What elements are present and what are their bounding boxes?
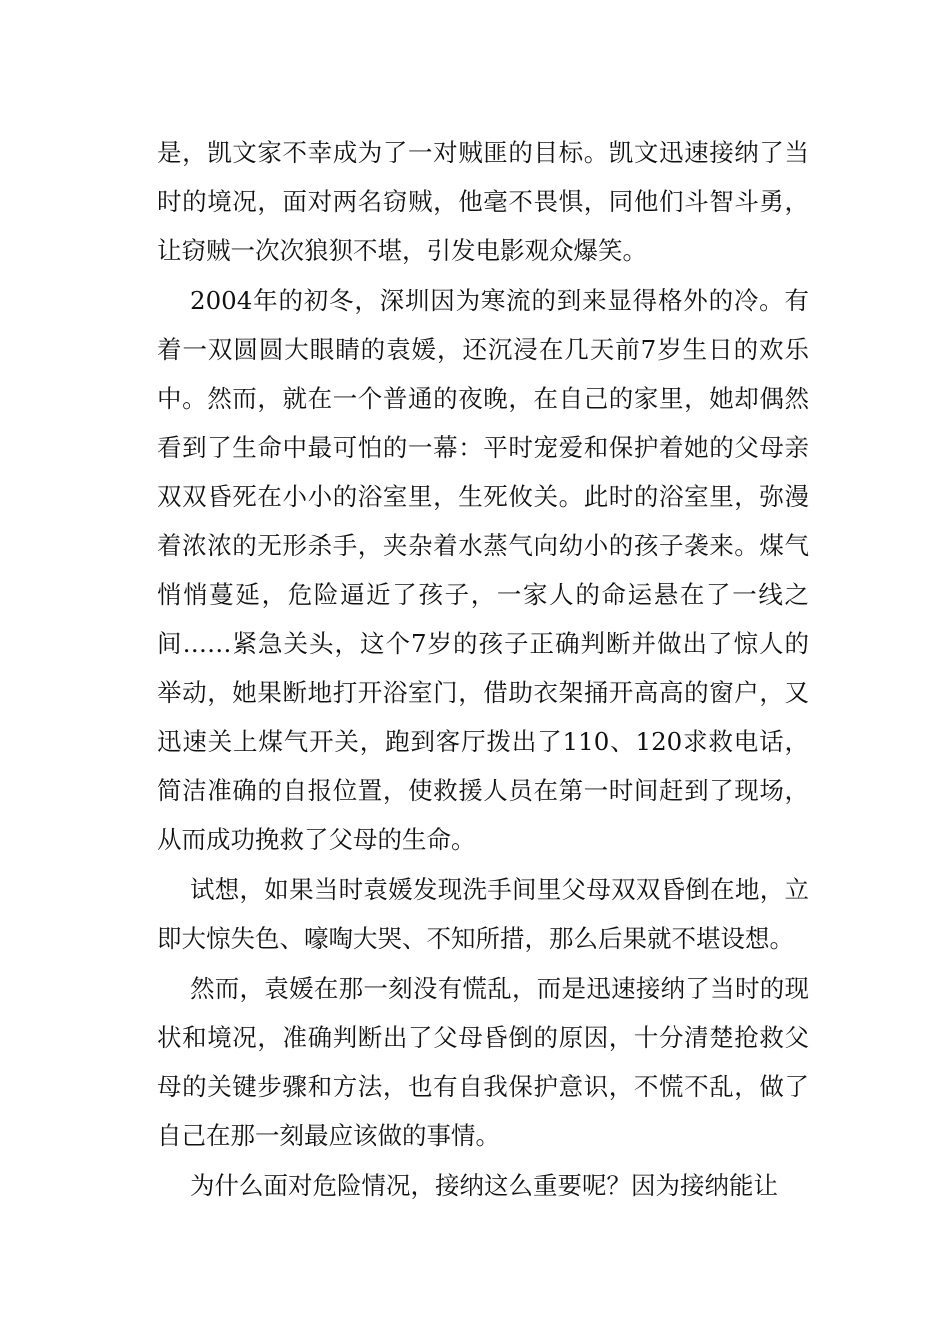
paragraph-yuanyuan-story: 2004年的初冬，深圳因为寒流的到来显得格外的冷。有着一双圆圆大眼睛的袁媛，还沉浸在几天前7岁生日的欢乐中。然而，就在一个普通的夜晚，在自己的家里，她却偶然看到了生命中最可怕的一幕：平时宠爱和保护着她的父母亲双双昏死在小小的浴室里，生死攸关。此时的浴室里，弥漫着浓浓的无形杀手，夹杂着水蒸气向幼小的孩子袭来。煤气悄悄蔓延，危险逼近了孩子，一家人的命运悬在了一线之间……紧急关头，这个7岁的孩子正确判断并做出了惊人的举动，她果断地打开浴室门，借助衣架捅开高高的窗户，又迅速关上煤气开关，跑到客厅拨出了110、120求救电话，简洁准确的自报位置，使救援人员在第一时间赶到了现场，从而成功挽救了父母的生命。	[157, 286, 809, 854]
body-text	[157, 128, 809, 1211]
paragraph-continued: 是，凯文家不幸成为了一对贼匪的目标。凯文迅速接纳了当时的境况，面对两名窃贼，他毫不畏惧，同他们斗智斗勇，让窃贼一次次狼狈不堪，引发电影观众爆笑。	[157, 138, 809, 265]
paragraph-imagine: 试想，如果当时袁媛发现洗手间里父母双双昏倒在地，立即大惊失色、嚎啕大哭、不知所措，那么后果就不堪设想。	[157, 875, 809, 953]
paragraph-however: 然而，袁媛在那一刻没有慌乱，而是迅速接纳了当时的现状和境况，准确判断出了父母昏倒的原因，十分清楚抢救父母的关键步骤和方法，也有自我保护意识，不慌不乱，做了自己在那一刻最应该做的事情。	[157, 974, 809, 1150]
paragraph-why-accept: 为什么面对危险情况，接纳这么重要呢？因为接纳能让	[190, 1171, 778, 1200]
